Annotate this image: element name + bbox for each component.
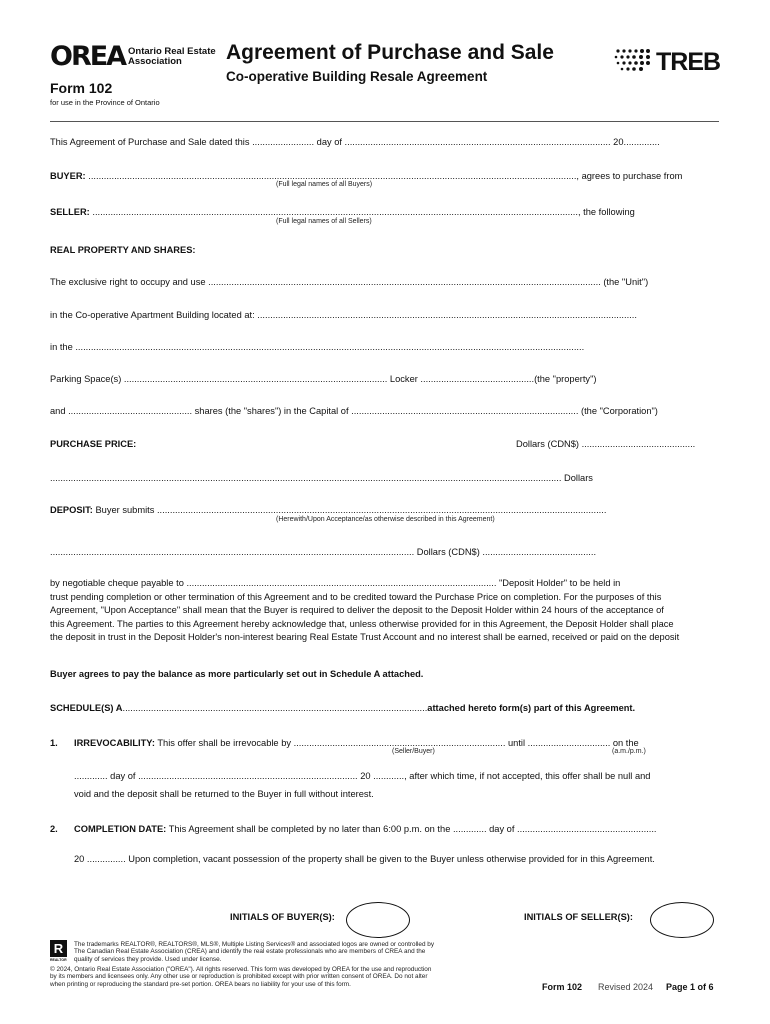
deposit-paragraph-line: the deposit in trust in the Deposit Holder's non-interest bearing Real Estate Trust Account and no interest shall be earned, received or paid on the deposit — [50, 632, 680, 643]
exclusive-right-line[interactable]: The exclusive right to occupy and use ........................................................................................................................................................ (the "Unit") — [50, 277, 649, 287]
schedules-tail: attached hereto form(s) part of this Agreement. — [427, 703, 636, 713]
copyright-line: © 2024, Ontario Real Estate Association ("OREA"). All rights reserved. This form was developed by OREA for the use and reproduction — [50, 966, 432, 973]
buyer-initials-label: INITIALS OF BUYER(S): — [230, 912, 335, 922]
purchase-price-words-field[interactable]: ...................................................................................................................................................................................................... Dollars — [50, 473, 593, 483]
agreement-date-line: This Agreement of Purchase and Sale dated this ........................ day of ....................................................................................................... 20.............. — [50, 137, 660, 147]
buyer-label: BUYER: — [50, 171, 86, 181]
deposit-caption: (Herewith/Upon Acceptance/as otherwise described in this Agreement) — [276, 516, 495, 523]
seller-initials-box[interactable] — [650, 902, 714, 938]
buyer-line — [50, 171, 720, 181]
municipality-line[interactable]: in the ..................................................................................................................................................................................................... — [50, 342, 585, 352]
schedules-line — [50, 703, 720, 713]
association-line-1: Ontario Real Estate — [128, 46, 216, 57]
page-number: Page 1 of 6 — [666, 982, 714, 992]
irrevocability-field[interactable]: This offer shall be irrevocable by .................................................................................. until ................................ on the — [157, 738, 639, 748]
footer-revised: Revised 2024 — [598, 982, 654, 992]
orea-logo: OREA — [50, 41, 126, 72]
purchase-price-amount-field[interactable]: Dollars (CDN$) ............................................ — [516, 439, 696, 449]
seller-label: SELLER: — [50, 207, 90, 217]
treb-dots-icon — [614, 47, 654, 73]
treb-logo-text: TREB — [656, 48, 721, 76]
province-note: for use in the Province of Ontario — [50, 98, 160, 107]
completion-number: 2. — [50, 824, 58, 834]
trademark-notice — [74, 941, 434, 963]
seller-tail: , the following — [577, 207, 635, 217]
form-number: Form 102 — [50, 80, 113, 96]
copyright-notice — [50, 966, 431, 988]
seller-name-field[interactable]: ............................................................................................................................................................................................ — [92, 207, 578, 217]
trademark-line: The Canadian Real Estate Association (CREA) and identify the real estate professionals who are members of CREA and the — [74, 948, 426, 956]
page-title: Agreement of Purchase and Sale — [226, 41, 554, 64]
header-divider — [50, 121, 719, 122]
deposit-paragraph-line[interactable]: by negotiable cheque payable to ........................................................................................................................ "Deposit Holder" to be held in — [50, 578, 621, 588]
seller-caption: (Full legal names of all Sellers) — [276, 218, 372, 225]
building-location-line[interactable]: in the Co-operative Apartment Building located at: ................................................................................................................................................... — [50, 310, 637, 320]
buyer-caption: (Full legal names of all Buyers) — [276, 181, 373, 188]
schedules-label: SCHEDULE(S) A — [50, 703, 123, 713]
irrevocability-label: IRREVOCABILITY: — [74, 738, 155, 748]
seller-line — [50, 207, 720, 217]
parking-locker-line[interactable]: Parking Space(s) ...................................................................................................... Locker ............................................(the "property") — [50, 374, 597, 384]
irrevocability-time-caption: (a.m./p.m.) — [612, 748, 646, 755]
association-line-2: Association — [128, 56, 182, 67]
buyer-name-field[interactable]: ............................................................................................................................................................................................. — [88, 171, 577, 181]
completion-line — [74, 824, 720, 834]
schedules-field[interactable]: ...................................................................................................................... — [122, 703, 428, 713]
realtor-logo — [50, 940, 70, 962]
page-subtitle: Co-operative Building Resale Agreement — [226, 69, 488, 84]
deposit-timing-field[interactable]: Buyer submits .............................................................................................................................................................................. — [95, 505, 607, 515]
trademark-line: quality of services they provide. Used under license. — [74, 955, 222, 963]
copyright-line: when printing or reproducing the standard pre-set portion. OREA bears no liability for your use of this form. — [50, 980, 351, 988]
irrevocability-date-field[interactable]: ............. day of ..................................................................................... 20 ............, after which time, if not accepted, this offer shall be null and — [74, 771, 651, 781]
real-property-heading: REAL PROPERTY AND SHARES: — [50, 245, 196, 255]
deposit-paragraph-line: Agreement, "Upon Acceptance" shall mean that the Buyer is required to deliver the deposit to the Deposit Holder within 24 hours of the acceptance of — [50, 605, 664, 616]
seller-initials-label: INITIALS OF SELLER(S): — [524, 912, 633, 922]
association-name — [128, 47, 216, 67]
irrevocability-line-3: void and the deposit shall be returned to the Buyer in full without interest. — [74, 789, 374, 799]
deposit-line — [50, 505, 720, 515]
irrevocability-party-caption: (Seller/Buyer) — [392, 748, 435, 755]
deposit-paragraph-line: this Agreement. The parties to this Agreement hereby acknowledge that, unless otherwise provided for in this Agreement, the Deposit Holder shall place — [50, 618, 674, 629]
irrevocability-number: 1. — [50, 738, 58, 748]
completion-date-field[interactable]: This Agreement shall be completed by no later than 6:00 p.m. on the ............. day of ...................................................... — [168, 824, 657, 834]
irrevocability-line — [74, 738, 720, 748]
deposit-amount-field[interactable]: ............................................................................................................................................. Dollars (CDN$) ............................................ — [50, 547, 597, 557]
copyright-line: by its members and licensees only. Any other use or reproduction is prohibited except with prior written consent of OREA. Do not alter — [50, 973, 428, 981]
buyer-initials-box[interactable] — [346, 902, 410, 938]
deposit-label: DEPOSIT: — [50, 505, 93, 515]
deposit-paragraph — [50, 577, 720, 645]
buyer-tail: , agrees to purchase from — [576, 171, 683, 181]
completion-year-field[interactable]: 20 ............... Upon completion, vacant possession of the property shall be given to the Buyer unless otherwise provided for in this Agreement. — [74, 854, 655, 864]
deposit-paragraph-line: trust pending completion or other termination of this Agreement and to be credited toward the Purchase Price on completion. For the purposes of this — [50, 591, 662, 602]
realtor-caption: REALTOR — [50, 958, 67, 962]
trademark-line: The trademarks REALTOR®, REALTORS®, MLS®, Multiple Listing Services® and associated logos are owned or controlled by — [74, 941, 435, 948]
shares-line[interactable]: and ................................................ shares (the "shares") in the Capital of ........................................................................................ (the "Corporation") — [50, 406, 658, 416]
footer-form-number: Form 102 — [542, 982, 583, 992]
completion-label: COMPLETION DATE: — [74, 824, 167, 834]
balance-note: Buyer agrees to pay the balance as more particularly set out in Schedule A attached. — [50, 669, 424, 679]
realtor-icon: R — [50, 940, 67, 957]
purchase-price-label: PURCHASE PRICE: — [50, 439, 137, 449]
